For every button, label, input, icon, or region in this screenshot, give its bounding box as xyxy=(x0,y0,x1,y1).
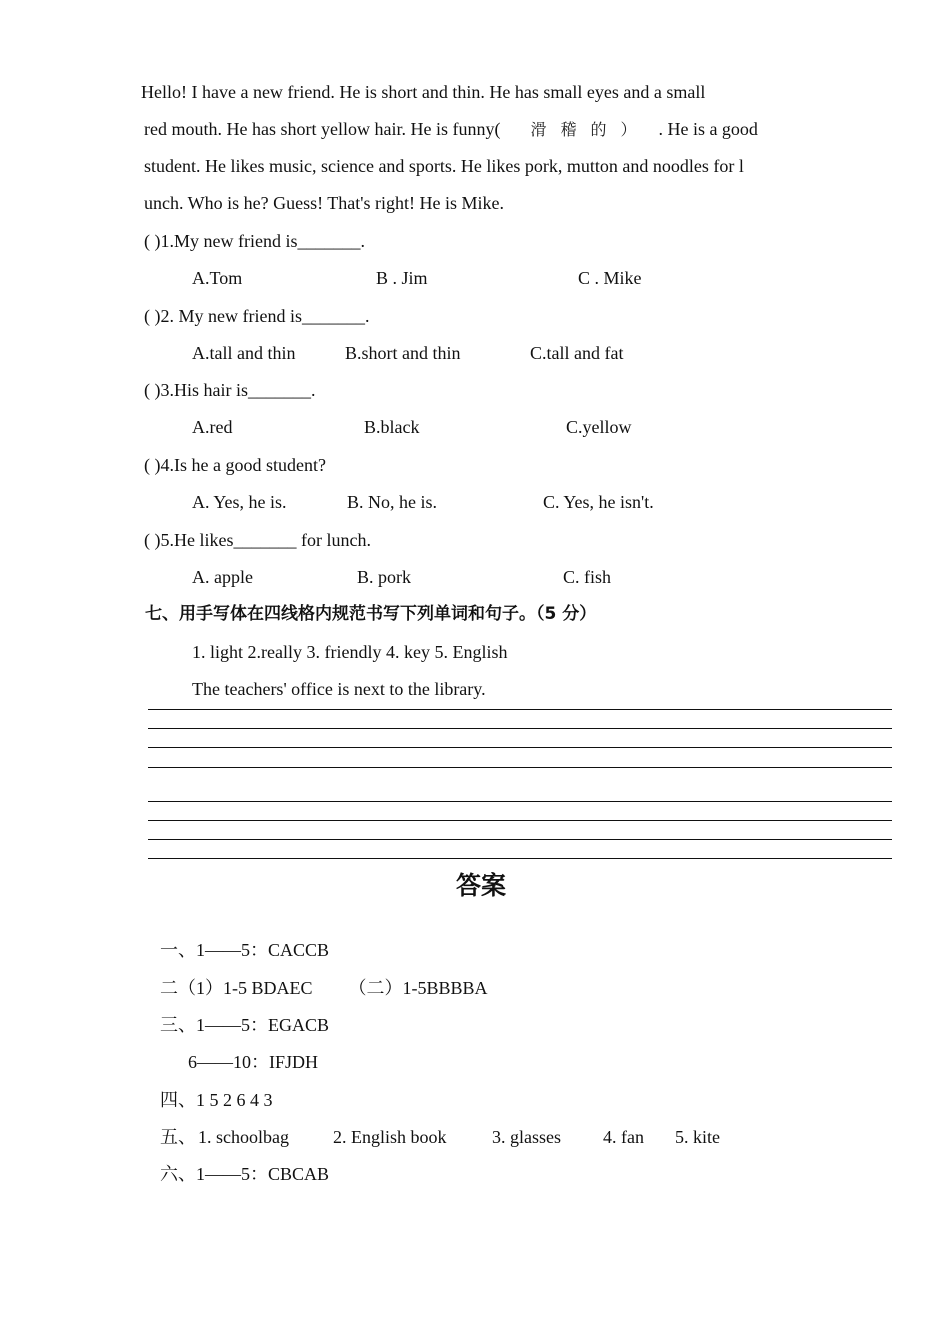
question-1-option-a: A.Tom xyxy=(192,268,243,288)
grid-line xyxy=(148,801,892,802)
grid-line xyxy=(148,767,892,768)
grid-line xyxy=(148,839,892,840)
passage-line-2-tail: . He is a good xyxy=(658,119,758,139)
question-4-option-b: B. No, he is. xyxy=(347,492,437,512)
question-3-option-b: B.black xyxy=(364,417,420,437)
answer-row-5-label: 五、 xyxy=(160,1127,196,1147)
answer-row-5-item-2: 2. English book xyxy=(333,1127,447,1147)
grid-line xyxy=(148,709,892,710)
question-5-stem: ( )5.He likes_______ for lunch. xyxy=(144,530,371,550)
answer-row-5-item-4: 4. fan xyxy=(603,1127,644,1147)
grid-line xyxy=(148,728,892,729)
question-2-stem: ( )2. My new friend is_______. xyxy=(144,306,370,326)
passage-gloss: 滑稽的） xyxy=(530,120,651,139)
answers-title: 答案 xyxy=(455,871,506,900)
question-2-option-b: B.short and thin xyxy=(345,343,461,363)
question-4-option-a: A. Yes, he is. xyxy=(192,492,287,512)
grid-line xyxy=(148,820,892,821)
answer-row-1: 一、1——5：CACCB xyxy=(160,940,330,960)
question-1-option-c: C . Mike xyxy=(578,268,642,288)
question-5-option-c: C. fish xyxy=(563,567,612,587)
question-5-option-b: B. pork xyxy=(357,567,411,587)
answer-row-3: 三、1——5：EGACB xyxy=(160,1015,330,1035)
passage-line-3: student. He likes music, science and sports. He likes pork, mutton and noodles for l xyxy=(144,156,744,176)
passage-line-4: unch. Who is he? Guess! That's right! He is Mike. xyxy=(144,193,505,213)
question-1-option-b: B . Jim xyxy=(376,268,428,288)
answer-row-5-item-1: 1. schoolbag xyxy=(198,1127,289,1147)
passage-line-1: Hello! I have a new friend. He is short and thin. He has small eyes and a small xyxy=(141,82,706,102)
section-7-words: 1. light 2.really 3. friendly 4. key 5. English xyxy=(192,642,508,662)
section-7-heading: 七、用手写体在四线格内规范书写下列单词和句子。（5 分） xyxy=(145,604,597,624)
answer-row-5-item-3: 3. glasses xyxy=(492,1127,561,1147)
passage-line-2-text: red mouth. He has short yellow hair. He is funny( xyxy=(144,119,501,139)
answer-row-5-item-5: 5. kite xyxy=(675,1127,720,1147)
answer-row-3b: 6——10：IFJDH xyxy=(188,1052,319,1072)
section-7-sentence: The teachers' office is next to the library. xyxy=(192,679,486,699)
question-2-option-a: A.tall and thin xyxy=(192,343,296,363)
answer-row-6: 六、1——5：CBCAB xyxy=(160,1164,330,1184)
question-4-stem: ( )4.Is he a good student? xyxy=(144,455,326,475)
answer-row-4: 四、1 5 2 6 4 3 xyxy=(160,1090,273,1110)
question-4-option-c: C. Yes, he isn't. xyxy=(543,492,654,512)
grid-line xyxy=(148,747,892,748)
answer-row-2: 二（1）1-5 BDAEC （二）1-5BBBBA xyxy=(160,978,488,998)
question-2-option-c: C.tall and fat xyxy=(530,343,624,363)
question-1-stem: ( )1.My new friend is_______. xyxy=(144,231,365,251)
grid-line xyxy=(148,858,892,859)
question-3-stem: ( )3.His hair is_______. xyxy=(144,380,316,400)
question-3-option-c: C.yellow xyxy=(566,417,632,437)
passage-line-2 xyxy=(144,118,758,141)
question-3-option-a: A.red xyxy=(192,417,233,437)
question-5-option-a: A. apple xyxy=(192,567,253,587)
